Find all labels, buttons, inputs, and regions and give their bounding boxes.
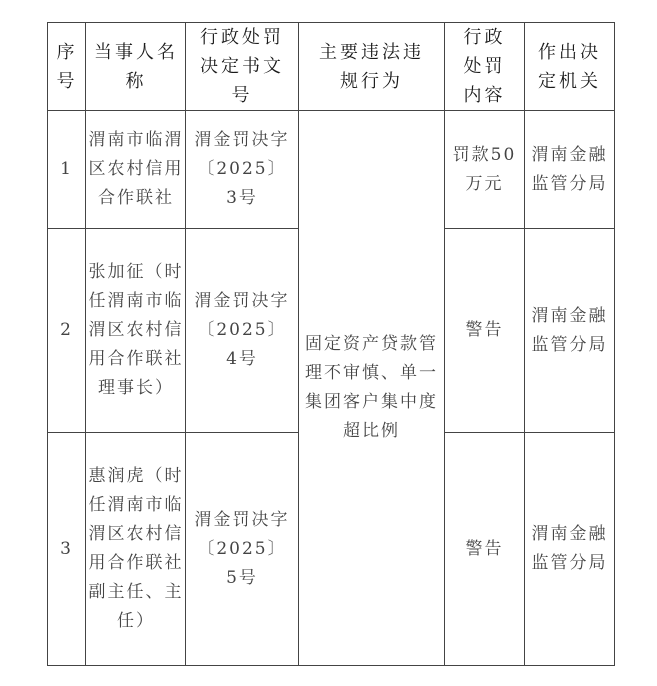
row-authority: 渭南金融监管分局 (525, 433, 615, 666)
row-seq: 2 (48, 229, 86, 433)
header-doc-no: 行政处罚决定书文号 (186, 23, 299, 111)
row-party: 惠润虎（时任渭南市临渭区农村信用合作联社副主任、主任） (86, 433, 186, 666)
row-doc-no: 渭金罚决字〔2025〕5号 (186, 433, 299, 666)
header-penalty: 行政处罚内容 (445, 23, 525, 111)
row-doc-no: 渭金罚决字〔2025〕3号 (186, 111, 299, 229)
row-party: 张加征（时任渭南市临渭区农村信用合作联社理事长） (86, 229, 186, 433)
header-party: 当事人名称 (86, 23, 186, 111)
row-party: 渭南市临渭区农村信用合作联社 (86, 111, 186, 229)
row-doc-no: 渭金罚决字〔2025〕4号 (186, 229, 299, 433)
row-seq: 3 (48, 433, 86, 666)
row-authority: 渭南金融监管分局 (525, 229, 615, 433)
row-violation: 固定资产贷款管理不审慎、单一集团客户集中度超比例 (299, 111, 445, 666)
row-authority: 渭南金融监管分局 (525, 111, 615, 229)
penalty-table (47, 22, 615, 666)
header-violation: 主要违法违规行为 (299, 23, 445, 111)
row-penalty: 警告 (445, 433, 525, 666)
row-penalty: 警告 (445, 229, 525, 433)
header-row (48, 23, 615, 111)
table-row (48, 111, 615, 229)
header-seq: 序号 (48, 23, 86, 111)
header-authority: 作出决定机关 (525, 23, 615, 111)
row-seq: 1 (48, 111, 86, 229)
row-penalty: 罚款50万元 (445, 111, 525, 229)
